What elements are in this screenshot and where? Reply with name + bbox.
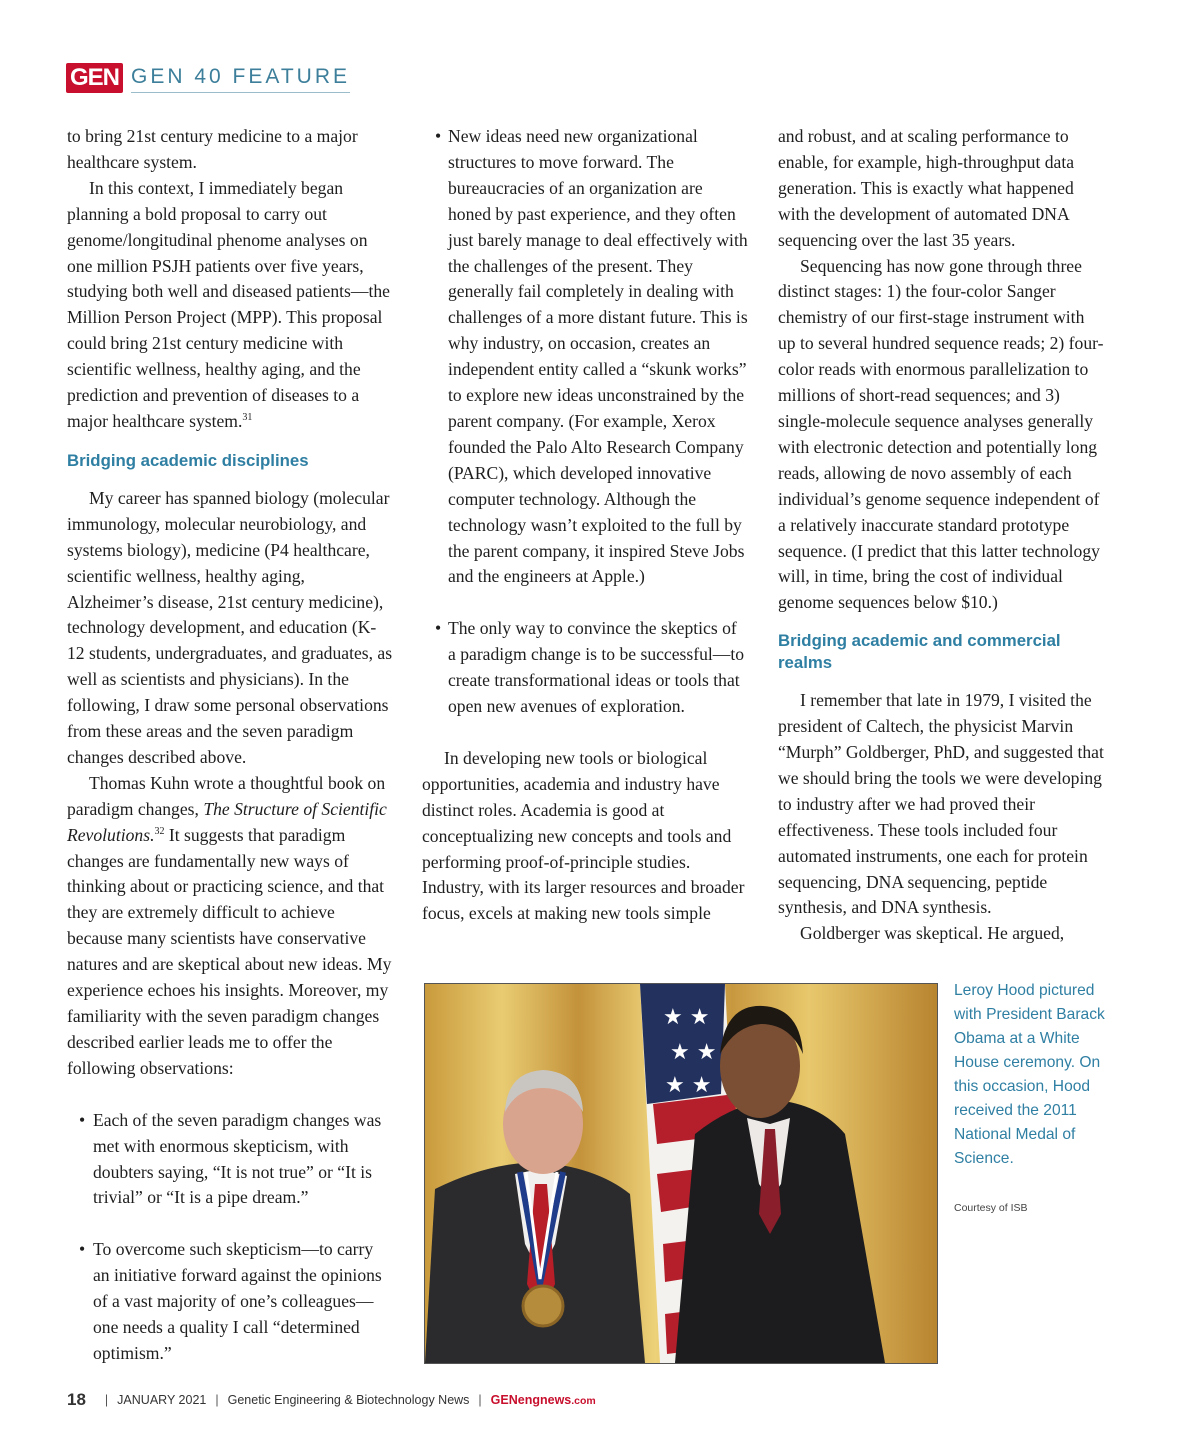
bullet-icon: • xyxy=(435,126,442,146)
footer-divider: | xyxy=(104,1393,109,1407)
bullet-item: • The only way to convince the skeptics of a paradigm change is to be successful—to create transformational ideas or tools that open new avenues of exploration. xyxy=(435,618,745,717)
ceremony-photo xyxy=(424,983,938,1364)
paragraph: I remember that late in 1979, I visited the president of Caltech, the physicist Marvin “Murph” Goldberger, PhD, and suggested that we should bring the tools we were developing to industry after we had proved their effectiveness. These tools included four automated instruments, one each for protein sequencing, DNA sequencing, peptide synthesis, and DNA synthesis. xyxy=(778,690,1104,918)
page-footer xyxy=(67,1390,596,1410)
footer-divider: | xyxy=(215,1393,219,1407)
footnote-ref: 31 xyxy=(242,412,253,424)
website-link[interactable]: GENengnews.com xyxy=(490,1393,596,1407)
bullet-icon: • xyxy=(79,1109,86,1130)
issue-date: JANUARY 2021 xyxy=(117,1393,207,1407)
publication-name: Genetic Engineering & Biotechnology News xyxy=(227,1393,470,1407)
paragraph: and robust, and at scaling performance to enable, for example, high-throughput data generation. This is exactly what happened with the development of automated DNA sequencing over the last 35 years. xyxy=(778,126,1075,250)
section-label: GEN 40 FEATURE xyxy=(131,64,350,93)
bullet-icon: • xyxy=(79,1239,86,1260)
paragraph: My career has spanned biology (molecular immunology, molecular neurobiology, and systems biology), medicine (P4 healthcare, scientific wellness, healthy aging, Alzheimer’s disease, 21st century medicine), technology development, and education (K-12 students, undergraduates, and graduates, as well as scientists and physicians). In the following, I draw some personal observations from these areas and the seven paradigm changes described above. xyxy=(67,487,393,767)
bullet-item: • New ideas need new organizational structures to move forward. The bureaucracies of an organization are honed by past experience, and they often just barely manage to deal effectively with the challenges of the present. They generally fail completely in dealing with challenges of a more distant future. This is why industry, on occasion, creates an independent entity called a “skunk works” to explore new ideas unconstrained by the parent company. (For example, Xerox founded the Palo Alto Research Company (PARC), which developed innovative computer technology. Although the technology wasn’t exploited to the full by the parent company, it inspired Steve Jobs and the engineers at Apple.) xyxy=(435,126,748,587)
page-number: 18 xyxy=(67,1390,86,1409)
bullet-item: • To overcome such skepticism—to carry an initiative forward against the opinions of a vast majority of one’s colleagues—one needs a quality I call “determined optimism.” xyxy=(79,1239,382,1363)
subhead-academic-disciplines: Bridging academic disciplines xyxy=(67,450,309,470)
photo-credit: Courtesy of ISB xyxy=(954,1202,1028,1214)
photo-caption: Leroy Hood pictured with President Barack Obama at a White House ceremony. On this occasion, Hood received the 2011 National Medal of Science. xyxy=(954,982,1105,1167)
column-2 xyxy=(422,124,748,927)
medal xyxy=(523,1286,563,1326)
subhead-commercial-realms: Bridging academic and commercial realms xyxy=(778,631,1061,673)
bullet-item: • Each of the seven paradigm changes was met with enormous skepticism, with doubters saying, “It is not true” or “It is trivial” or “It is a pipe dream.” xyxy=(79,1109,382,1208)
paragraph: Goldberger was skeptical. He argued, xyxy=(800,923,1065,944)
paragraph: Thomas Kuhn wrote a thoughtful book on paradigm changes, The Structure of Scientific Revolutions.$^{32}$ It suggests that paradigm changes are fundamentally new ways of thinking about or practicing science, and that they are extremely difficult to achieve because many scientists have conservative natures and are skeptical about new ideas. My experience echoes his insights. Moreover, my familiarity with the seven paradigm changes described earlier leads me to offer the following observations: xyxy=(67,772,392,1078)
paragraph: Sequencing has now gone through three distinct stages: 1) the four-color Sanger chemistry of our first-stage instrument with up to several hundred sequence reads; 2) four-color reads with enormous parallelization to millions of short-read sequences; and 3) single-molecule sequence analyses generally with electronic detection and potentially long reads, allowing de novo assembly of each individual’s genome sequence independent of a relatively inaccurate standard prototype sequence. (I predict that this latter technology will, in time, bring the cost of individual genome sequences below $10.) xyxy=(778,255,1104,613)
bullet-icon: • xyxy=(435,618,442,639)
footer-divider: | xyxy=(478,1393,482,1407)
svg-text:★ ★: ★ ★ xyxy=(663,1005,710,1030)
masthead xyxy=(66,62,350,94)
paragraph: to bring 21st century medicine to a major healthcare system. xyxy=(67,126,358,172)
paragraph: In developing new tools or biological opportunities, academia and industry have distinct roles. Academia is good at conceptualizing new concepts and tools and performing proof-of-principle studies. Industry, with its larger resources and broader focus, excels at making new tools simple xyxy=(422,747,745,924)
svg-text:★ ★: ★ ★ xyxy=(670,1040,717,1065)
svg-text:★ ★: ★ ★ xyxy=(665,1073,712,1098)
column-3 xyxy=(778,124,1104,947)
gen-logo: GEN xyxy=(66,63,123,93)
footnote-ref: 32 xyxy=(154,825,165,837)
paragraph: In this context, I immediately began planning a bold proposal to carry out genome/longitudinal phenome analyses on one million PSJH patients over five years, studying both well and diseased patients—the Million Person Project (MPP). This proposal could bring 21st century medicine with scientific wellness, healthy aging, and the prediction and prevention of diseases to a major healthcare system.$^{31}$ xyxy=(67,177,390,431)
column-1 xyxy=(67,124,393,1367)
book-title: The Structure of Scientific Revolutions. xyxy=(67,798,387,845)
